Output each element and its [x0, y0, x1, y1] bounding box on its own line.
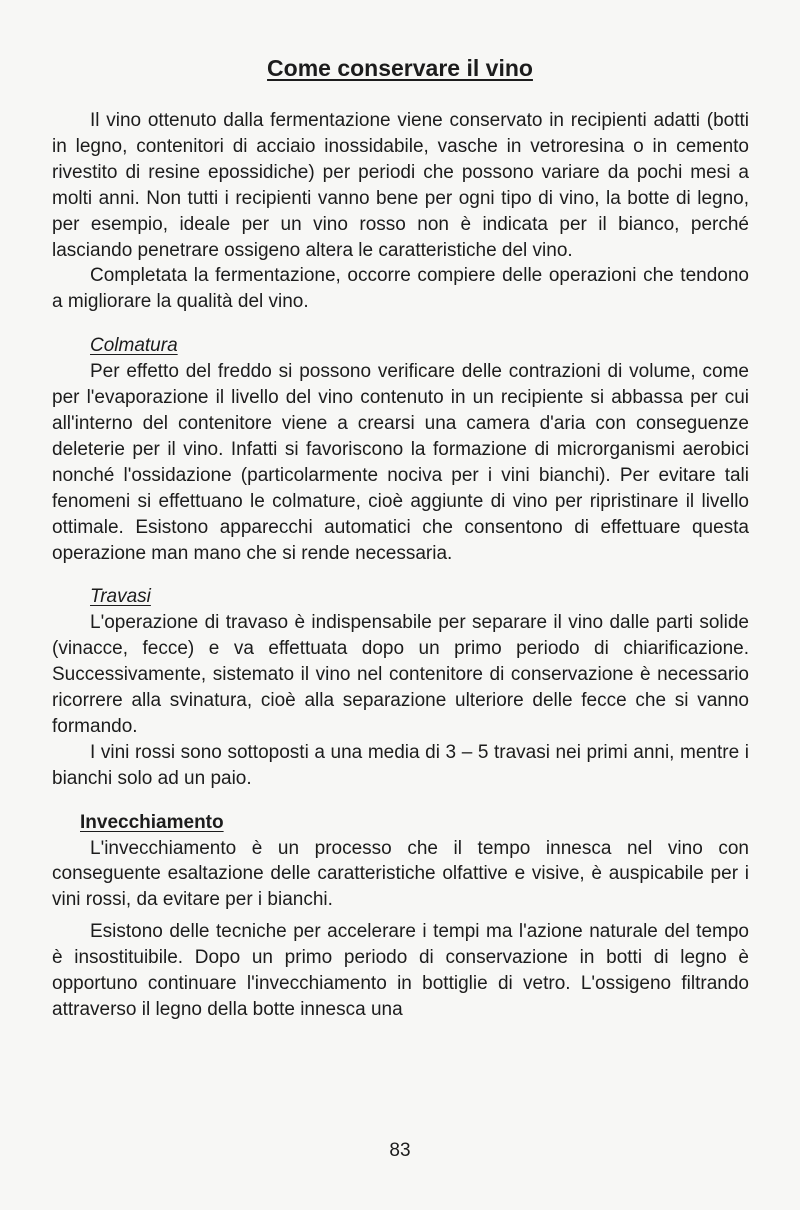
intro-paragraph-2: Completata la fermentazione, occorre compiere delle operazioni che tendono a migliorare la qualità del vino. — [52, 265, 749, 313]
colmatura-paragraph: Per effetto del freddo si possono verificare delle contrazioni di volume, come per l'evaporazione il livello del vino contenuto in un recipiente si abbassa per cui all'interno del contenitore viene a crearsi una camera d'aria con conseguenze deleterie per il vino. Infatti si favoriscono la formazione di microrganismi aerobici nonché l'ossidazione (particolarmente nociva per i vini bianchi). Per evitare tali fenomeni si effettuano le colmature, cioè aggiunte di vino per ripristinare il livello ottimale. Esistono apparecchi automatici che consentono di effettuare questa operazione man mano che si rende necessaria. — [52, 361, 749, 564]
intro-paragraph-1: Il vino ottenuto dalla fermentazione viene conservato in recipienti adatti (botti in legno, contenitori di acciaio inossidabile, vasche in vetroresina o in cemento rivestito di resine epossidiche) per periodi che possono variare da pochi mesi a molti anni. Non tutti i recipienti vanno bene per ogni tipo di vino, la botte di legno, per esempio, ideale per un vino rosso non è indicata per il bianco, perché lasciando penetrare ossigeno altera le caratteristiche del vino. — [52, 110, 749, 261]
invecchiamento-heading: Invecchiamento — [80, 811, 224, 833]
travasi-heading: Travasi — [90, 586, 151, 608]
invecchiamento-paragraph-2: Esistono delle tecniche per accelerare i tempi ma l'azione naturale del tempo è insostituibile. Dopo un primo periodo di conservazione in botti di legno è opportuno continuare l'invecchiamento in bottiglie di vetro. L'ossigeno filtrando attraverso il legno della botte innesca una — [52, 921, 749, 1020]
document-body — [52, 108, 749, 1023]
page-number: 83 — [389, 1140, 411, 1161]
colmatura-heading: Colmatura — [90, 335, 178, 357]
page-title: Come conservare il vino — [267, 55, 533, 81]
travasi-paragraph-2: I vini rossi sono sottoposti a una media di 3 – 5 travasi nei primi anni, mentre i bianchi solo ad un paio. — [52, 741, 749, 789]
invecchiamento-paragraph-1: L'invecchiamento è un processo che il tempo innesca nel vino con conseguente esaltazione delle caratteristiche olfattive e visive, è auspicabile per i vini rossi, da evitare per i bianchi. — [52, 837, 749, 911]
travasi-paragraph-1: L'operazione di travaso è indispensabile per separare il vino dalle parti solide (vinacce, fecce) e va effettuata dopo un primo periodo di chiarificazione. Successivamente, sistemato il vino nel contenitore di conservazione è necessario ricorrere alla svinatura, cioè alla separazione ulteriore delle fecce che si vanno formando. — [52, 612, 749, 737]
